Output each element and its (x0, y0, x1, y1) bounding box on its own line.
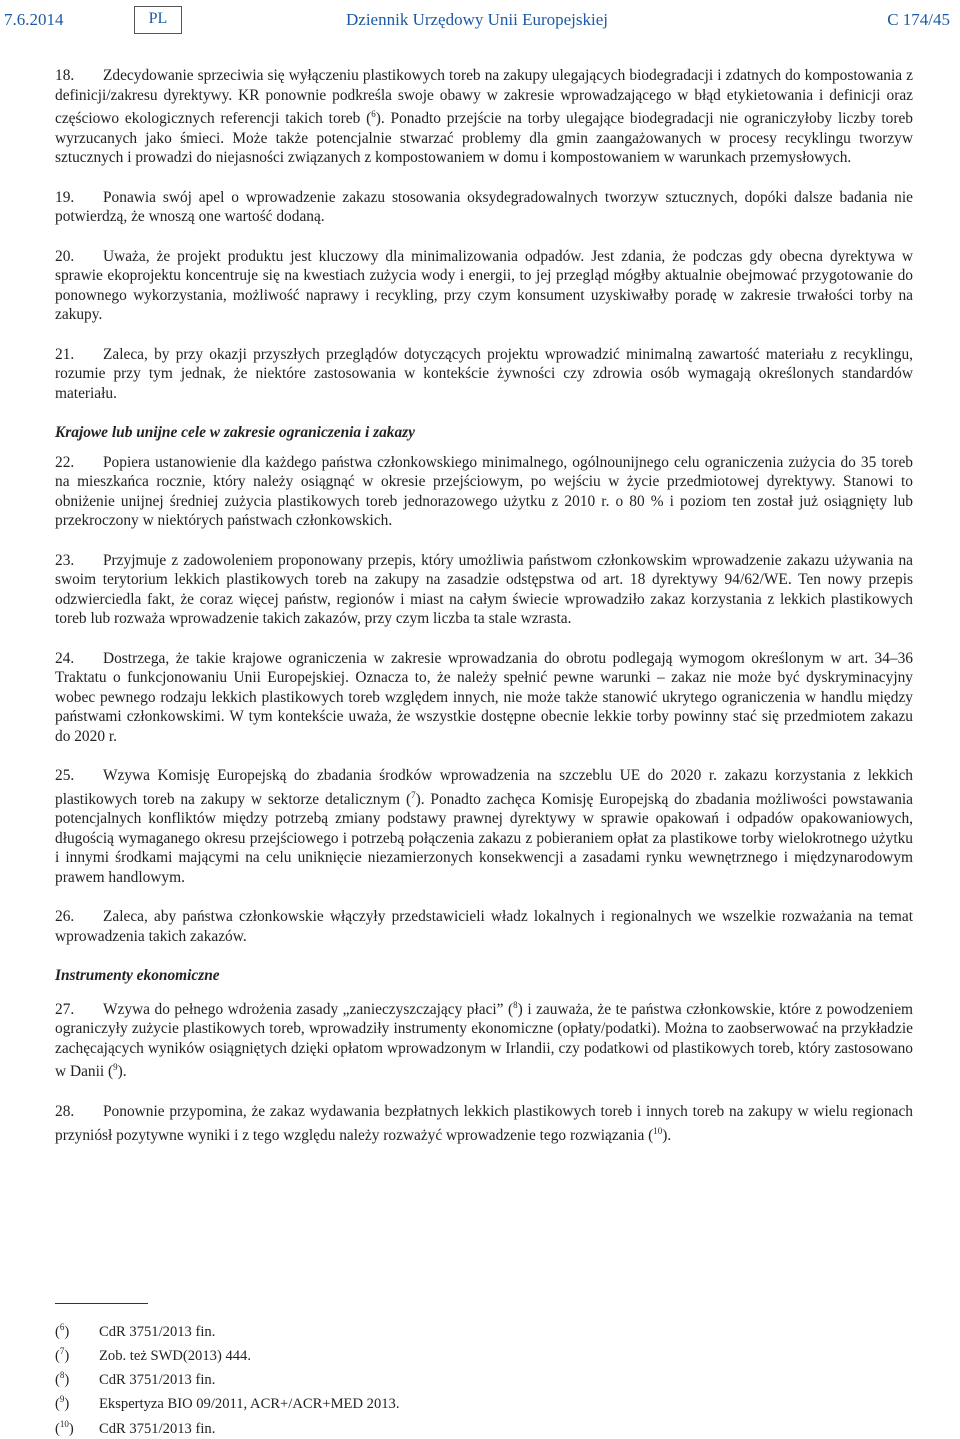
footnote-text: CdR 3751/2013 fin. (99, 1372, 216, 1389)
language-badge: PL (134, 6, 182, 34)
footnote-number: 9 (59, 1394, 65, 1405)
paragraph-text: Dostrzega, że takie krajowe ograniczenia w zakresie wprowadzania do obrotu podlegają wymogom określonym w art. 34–36 Traktatu o funkcjonowaniu Unii Europejskiej. Oznacza to, że należy spełnić pewne warunki – zakaz nie może być dyskryminacyjny wobec pewnego rodzaju lekkich plastikowych toreb względem innych, nie może także stanowić ukrytego ograniczenia w handlu między państwami członkowskimi. W tym kontekście uważa, że wszystkie dostępne obecnie lekkie torby powinny stać się przedmiotem zakazu do 2020 r. (55, 649, 913, 745)
paragraph-26 (55, 907, 913, 946)
footnote-text: Zob. też SWD(2013) 444. (99, 1348, 251, 1365)
footnote-number: 6 (59, 1322, 65, 1332)
footnote-ref[interactable]: 9 (113, 1062, 118, 1073)
paragraph-number: 26. (55, 908, 75, 926)
journal-title: Dziennik Urzędowy Unii Europejskiej (346, 10, 609, 29)
document-body (55, 66, 913, 1145)
paragraph-22 (55, 453, 913, 531)
paragraph-number: 19. (55, 188, 75, 206)
footnote-item: ($^8$) CdR 3751/2013 fin. (55, 1370, 216, 1389)
paragraph-text: ) i zauważa, że te państwa członkowskie, które z powodzeniem ograniczyły zużycie plastikowych toreb, wprowadziły instrumenty ekonomiczne (opłaty/podatki). Można to zaobserwować na przykładzie zachęcających wyników osiągniętych dzięki opłatom wprowadzonym w Irlandii, czy podatkowi od plastikowych toreb, który zastosowano w Danii ( (55, 1000, 913, 1081)
paragraph-text: Ponawia swój apel o wprowadzenie zakazu stosowania oksydegradowalnych tworzyw sztucznych, dopóki dalsze badania nie potwierdzą, że wnoszą one wartość dodaną. (55, 188, 913, 226)
footnote-text: CdR 3751/2013 fin. (99, 1420, 216, 1437)
paragraph-text: Wzywa Komisję Europejską do zbadania środków wprowadzenia na szczeblu UE do 2020 r. zakazu korzystania z lekkich plastikowych toreb na zakupy w sektorze detalicznym ( (55, 767, 913, 808)
paragraph-number: 21. (55, 345, 75, 363)
paragraph-number: 27. (55, 1000, 75, 1018)
paragraph-text: Ponownie przypomina, że zakaz wydawania bezpłatnych lekkich plastikowych toreb i innych toreb na zakupy w wielu regionach przyniósł pozytywne wyniki i z tego względu należy rozważyć wprowadzenie tego rozwiązania ( (55, 1103, 913, 1144)
paragraph-number: 23. (55, 551, 75, 569)
paragraph-number: 20. (55, 247, 75, 265)
paragraph-text: ). (662, 1126, 672, 1144)
paragraph-number: 22. (55, 453, 75, 471)
paragraph-text: Popiera ustanowienie dla każdego państwa członkowskiego minimalnego, ogólnounijnego celu ograniczenia zużycia do 35 toreb na mieszkańca rocznie, który należy osiągnąć w okresie przejściowym, po wejściu w życie przedmiotowej dyrektywy. Stanowi to obniżenie unijnej średniej zużycia plastikowych toreb jednorazowego użytku z 2010 r. o 80 % i poziom ten został już osiągnięty lub przekroczony w niektórych państwach członkowskich. (55, 453, 913, 530)
footnote-ref[interactable]: 7 (411, 789, 416, 800)
paragraph-number: 24. (55, 649, 75, 667)
paragraph-number: 28. (55, 1103, 75, 1120)
paragraph-19 (55, 188, 913, 227)
paragraph-text: Zdecydowanie sprzeciwia się wyłączeniu plastikowych toreb na zakupy ulegających biodegradacji i zdatnych do kompostowania z definicji/zakresu dyrektywy. KR ponownie podkreśla swoje obawy w zakresie wprowadzającego w błąd etykietowania i definicji oraz częściowo ekologicznych referencji takich toreb ( (55, 67, 913, 128)
paragraph-text: Wzywa do pełnego wdrożenia zasady „zanieczyszczający płaci” ( (103, 1000, 514, 1018)
section-heading: Krajowe lub unijne cele w zakresie ograniczenia i zakazy (55, 424, 415, 442)
footnote-ref[interactable]: 8 (513, 999, 518, 1010)
paragraph-27 (55, 996, 913, 1082)
page-reference: C 174/45 (887, 10, 950, 29)
paragraph-text: Uważa, że projekt produktu jest kluczowy dla minimalizowania odpadów. Jest zdania, że podczas gdy obecna dyrektywa w sprawie ekoprojektu koncentruje się na kwestiach zużycia wody i energii, to jej przegląd mógłby aktualnie obejmować przygotowanie do ponownego wykorzystania, możliwość naprawy i recykling, przy czym konsument uzyskiwałby poradę w zakresie trwałości torby na zakupy. (55, 247, 913, 324)
paragraph-28 (55, 1102, 913, 1145)
footnotes (55, 1318, 913, 1439)
footnote-divider (55, 1303, 148, 1304)
paragraph-text: ). (117, 1063, 127, 1081)
footnote-item: ($^9$) Ekspertyza BIO 09/2011, ACR+/ACR+MED 2013. (55, 1394, 400, 1413)
footnote-item: ($^{10}$) CdR 3751/2013 fin. (55, 1418, 216, 1437)
paragraph-text: Zaleca, by przy okazji przyszłych przeglądów dotyczących projektu wprowadzić minimalną zawartość materiału z recyklingu, rozumie przy tym jednak, że niektóre zastosowania w kontekście żywności czy zdrowia osób wymagają określonych standardów materiału. (55, 345, 913, 402)
publication-date: 7.6.2014 (4, 10, 64, 29)
paragraph-25 (55, 766, 913, 887)
footnote-number: 7 (59, 1346, 65, 1357)
footnote-number: 8 (59, 1370, 65, 1381)
page-header (0, 6, 960, 36)
footnote-ref[interactable]: 10 (653, 1125, 663, 1136)
paragraph-text: Przyjmuje z zadowoleniem proponowany przepis, który umożliwia państwom członkowskim wprowadzenie zakazu używania na swoim terytorium lekkich plastikowych toreb na zakupy na zasadzie odstępstwa od art. 18 dyrektywy 94/62/WE. Ten nowy przepis odzwierciedla fakt, że coraz więcej państw, regionów i miast na całym świecie wprowadziło zakaz korzystania z lekkich plastikowych toreb lub rozważa wprowadzenie takich zakazów, przy czym liczba ta stale wzrasta. (55, 551, 913, 628)
footnote-item: ($^6$) CdR 3751/2013 fin. (55, 1322, 216, 1340)
paragraph-text: Zaleca, aby państwa członkowskie włączyły przedstawicieli władz lokalnych i regionalnych we wszelkie rozważania na temat wprowadzenia takich zakazów. (55, 908, 913, 945)
footnote-ref[interactable]: 6 (371, 109, 376, 119)
footnote-text: CdR 3751/2013 fin. (99, 1323, 216, 1340)
paragraph-number: 18. (55, 67, 75, 84)
paragraph-24 (55, 649, 913, 747)
paragraph-text: ). Ponadto przejście na torby ulegające biodegradacji nie ograniczyłoby liczby toreb wyrzucanych jako śmieci. Może także potencjalnie stwarzać problemy dla gmin zaangażowanych w procesy recyklingu tworzyw sztucznych i prowadzi do niejasności związanych z kompostowaniem w domu i kompostowaniem w warunkach przemysłowych. (55, 110, 913, 167)
paragraph-number: 25. (55, 767, 75, 785)
paragraph-18 (55, 66, 913, 168)
section-heading: Instrumenty ekonomiczne (55, 967, 220, 985)
paragraph-20 (55, 247, 913, 325)
paragraph-text: ). Ponadto zachęca Komisję Europejską do zbadania możliwości powstawania potencjalnych konfliktów między potrzebą zmiany podstawy prawnej dyrektywy w sprawie opakowań i odpadów opakowaniowych, długością wymaganego okresu przejściowego i potrzebą połączenia zakazu z pobieraniem opłat za plastikowe torby wielokrotnego użytku i innymi środkami mającymi na celu uniknięcie niezamierzonych konsekwencji a zasadami rynku wewnętrznego i międzynarodowym prawem handlowym. (55, 790, 914, 886)
paragraph-23 (55, 551, 913, 629)
footnote-item: ($^7$) Zob. też SWD(2013) 444. (55, 1346, 251, 1365)
footnote-number: 10 (59, 1418, 69, 1429)
footnote-text: Ekspertyza BIO 09/2011, ACR+/ACR+MED 2013. (99, 1396, 400, 1413)
paragraph-21 (55, 345, 913, 404)
